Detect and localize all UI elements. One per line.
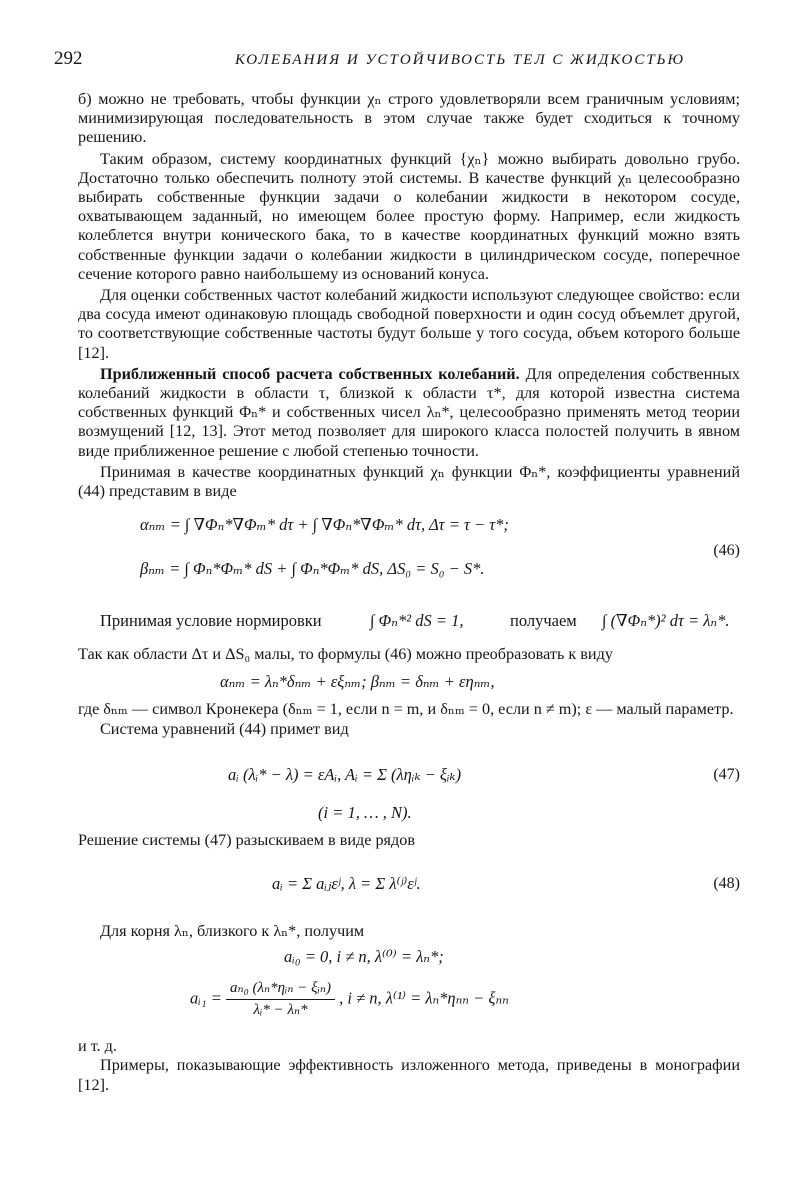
normalization-line (78, 601, 740, 645)
paragraph-9: Система уравнений (44) примет вид (100, 719, 349, 738)
paragraph-5: Принимая в качестве координатных функций χₙ функции Φₙ*, коэффициенты уравнений (44) представим в виде (78, 462, 740, 501)
equation-47 (78, 739, 740, 831)
section-heading: Приближенный способ расчета собственных колебаний. (100, 364, 520, 383)
root-line-2 (190, 979, 509, 1020)
root-fraction-numerator: aₙ₀ (λₙ*ηᵢₙ − ξᵢₙ) (226, 979, 335, 1000)
paragraph-7: Так как области Δτ и ΔS₀ малы, то формулы (46) можно преобразовать к виду (78, 645, 613, 664)
perturbed-coefficients (78, 664, 740, 700)
root-line-1: aᵢ₀ = 0, i ≠ n, λ⁽⁰⁾ = λₙ*; (284, 947, 444, 967)
paragraph-4 (78, 365, 740, 461)
root-fraction (226, 979, 335, 1020)
paragraph-10: Решение системы (47) разыскиваем в виде рядов (78, 830, 415, 849)
root-expansion (78, 941, 740, 1037)
equation-46 (78, 501, 740, 601)
paragraph-12: и т. д. (78, 1037, 117, 1056)
equation-46-line-1: αₙₘ = ∫ ∇Φₙ*∇Φₘ* dτ + ∫ ∇Φₙ*∇Φₘ* dτ, Δτ = τ − τ*; (140, 515, 509, 535)
paragraph-1: б) можно не требовать, чтобы функции χₙ строго удовлетворяли всем граничным условиям; минимизирующая последовательность в этом случае также будет сходиться к точному решению. (78, 90, 740, 147)
paragraph-8: где δₙₘ — символ Кронекера (δₙₘ = 1, если n = m, и δₙₘ = 0, если n ≠ m); ε — малый параметр. (78, 700, 734, 719)
paragraph-2: Таким образом, систему координатных функций {χₙ} можно выбирать довольно грубо. Достаточно только обеспечить полноту этой системы. В качестве функций χₙ целесообразно выбирать собственные функции задачи о колебании жидкости в некотором сосуде, охватывающем заданный, но имеющем более простую форму. Например, если жидкость колеблется внутри конического бака, то в качестве координатных функций можно взять собственные функции задачи о колебании жидкости в цилиндрическом сосуде, поперечное сечение которого равно наибольшему из оснований конуса. (78, 149, 740, 283)
equation-48-main: aᵢ = Σ aᵢⱼεʲ, λ = Σ λ⁽ʲ⁾εʲ. (272, 874, 421, 894)
normalization-result-text: получаем (510, 611, 577, 631)
equation-46-line-2: βₙₘ = ∫ Φₙ*Φₘ* dS + ∫ Φₙ*Φₘ* dS, ΔS₀ = S₀ − S*. (140, 559, 485, 579)
equation-48 (78, 850, 740, 922)
root-fraction-denominator: λᵢ* − λₙ* (253, 1002, 308, 1019)
equation-48-number: (48) (713, 875, 740, 893)
page-body (78, 90, 740, 1095)
equation-47-main: aᵢ (λᵢ* − λ) = εAᵢ, Aᵢ = Σ (ληᵢₖ − ξᵢₖ) (228, 764, 462, 784)
root-lhs: aᵢ₁ = (190, 988, 222, 1008)
root-tail: , i ≠ n, λ⁽¹⁾ = λₙ*ηₙₙ − ξₙₙ (339, 988, 509, 1008)
normalization-result: ∫ (∇Φₙ*)² dτ = λₙ*. (602, 611, 730, 631)
normalization-text: Принимая условие нормировки (100, 611, 322, 631)
paragraph-3: Для оценки собственных частот колебаний жидкости используют следующее свойство: если два сосуда имеют одинаковую площадь свободной поверхности и один сосуд объемлет другой, то соответствующие собственные частоты будут больше у того сосуда, объем которого больше [12]. (78, 286, 740, 362)
equation-46-number: (46) (713, 542, 740, 560)
perturbed-formula: αₙₘ = λₙ*δₙₘ + εξₙₘ; βₙₘ = δₙₘ + εηₙₘ, (220, 672, 495, 692)
running-title: КОЛЕБАНИЯ И УСТОЙЧИВОСТЬ ТЕЛ С ЖИДКОСТЬЮ (234, 52, 686, 68)
paragraph-11: Для корня λₙ, близкого к λₙ*, получим (100, 922, 365, 941)
page-number: 292 (54, 48, 83, 69)
equation-47-number: (47) (713, 765, 740, 783)
paragraph-4-text: Для определения собственных колебаний жидкости в области τ, близкой к области τ*, для которой известна система собственных функций Φₙ* и собственных чисел λₙ*, целесообразно применять метод теории возмущений [12, 13]. Этот метод позволяет для широкого класса полостей получить в явном виде приближенное решение с любой степенью точности. (78, 364, 740, 460)
paragraph-13: Примеры, показывающие эффективность изложенного метода, приведены в монографии [12]. (78, 1056, 740, 1094)
equation-47-range: (i = 1, … , N). (318, 802, 412, 822)
normalization-condition: ∫ Φₙ*² dS = 1, (370, 611, 464, 631)
